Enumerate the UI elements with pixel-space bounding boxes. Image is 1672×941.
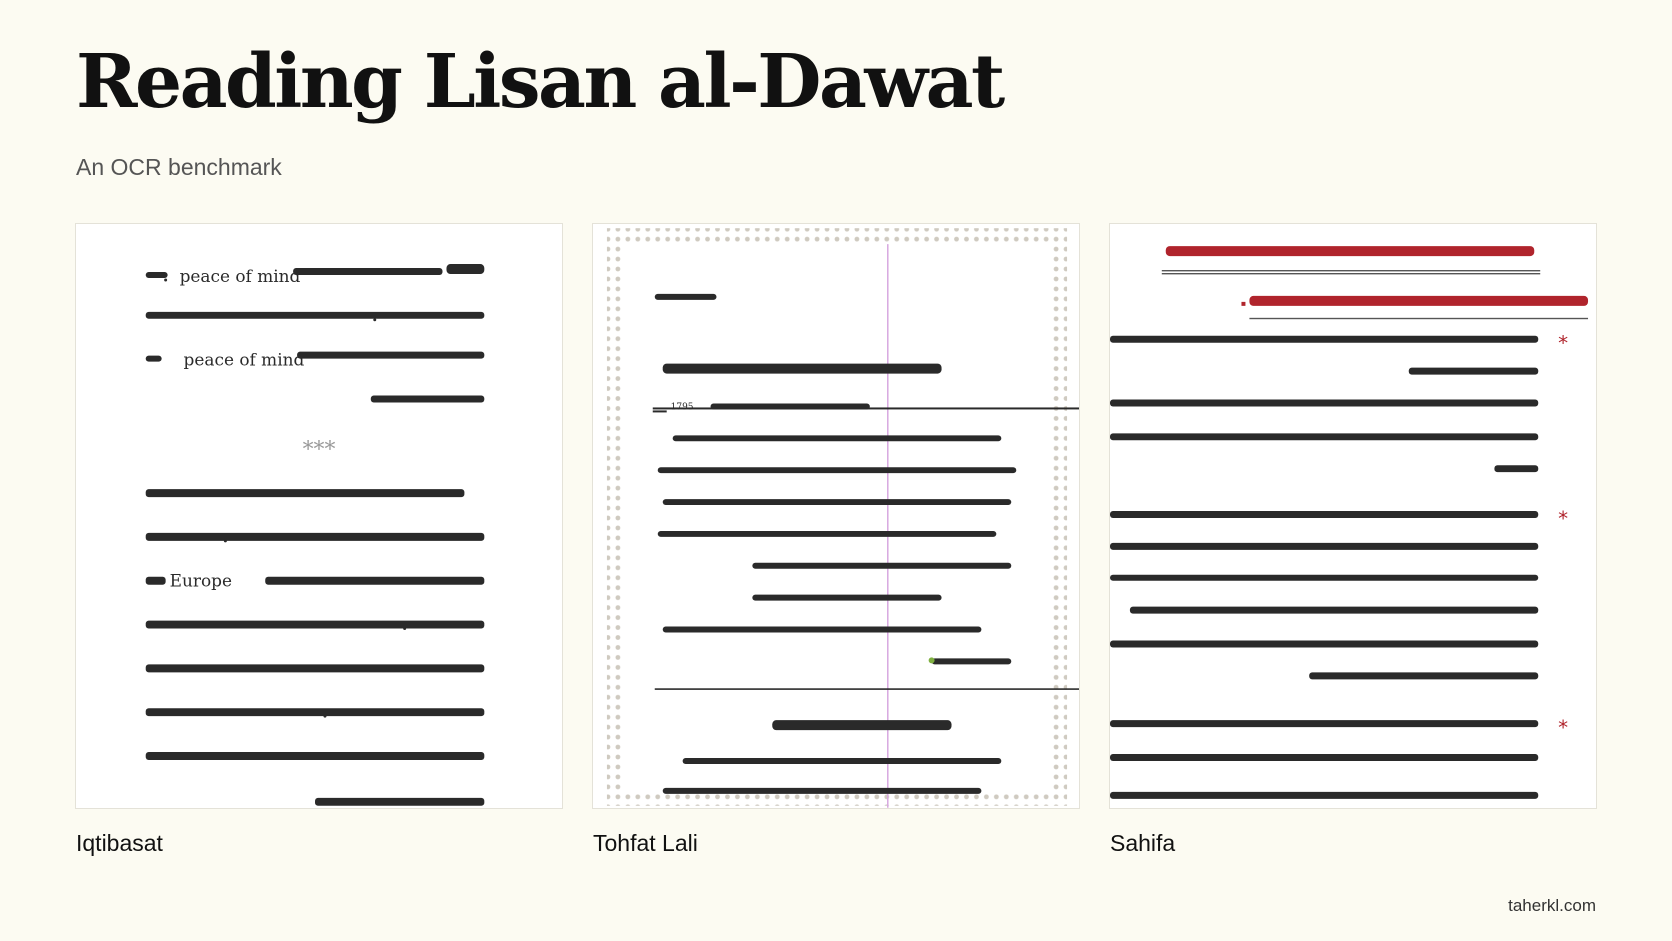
iqtibasat-page-scan xyxy=(76,224,562,808)
svg-text:*: * xyxy=(1558,506,1569,530)
separator-stars: *** xyxy=(302,437,336,463)
inline-english-2: peace of mind xyxy=(183,349,305,370)
svg-text:*: * xyxy=(1558,331,1569,355)
svg-text:*: * xyxy=(1558,716,1569,740)
tohfat-lali-page-scan xyxy=(593,224,1079,808)
sahifa-page-scan xyxy=(1110,224,1596,808)
inline-english-1: peace of mind xyxy=(179,265,301,286)
caption-tohfat-lali: Tohfat Lali xyxy=(593,830,698,856)
page-subtitle: An OCR benchmark xyxy=(76,154,282,180)
footer-site-link[interactable]: taherkl.com xyxy=(1508,896,1596,915)
sample-image-sahifa xyxy=(1109,223,1597,809)
caption-sahifa: Sahifa xyxy=(1110,830,1176,856)
inline-english-3: Europe xyxy=(169,570,232,591)
caption-iqtibasat: Iqtibasat xyxy=(76,830,163,856)
sample-image-tohfat-lali xyxy=(592,223,1080,809)
year-label: 1795 xyxy=(670,402,694,413)
sample-image-iqtibasat xyxy=(75,223,563,809)
page-title: Reading Lisan al-Dawat xyxy=(76,39,1003,125)
